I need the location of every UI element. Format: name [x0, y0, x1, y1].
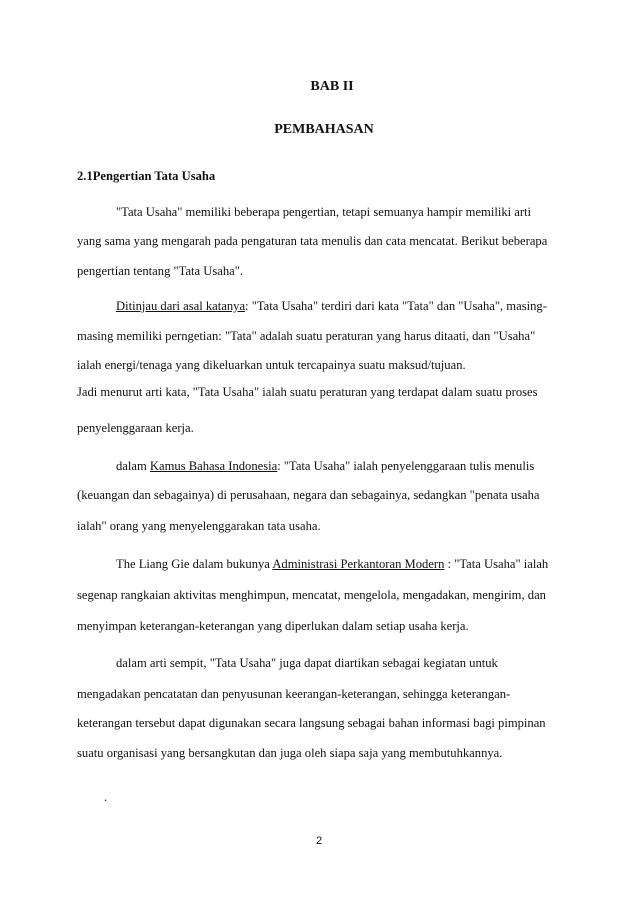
paragraph-5-line-3: keterangan tersebut dapat digunakan secara langsung sebagai bahan informasi bagi pimpinan: [77, 716, 546, 730]
paragraph-4-line-1-pre: The Liang Gie dalam bukunya: [116, 557, 273, 571]
source-reference-link: Administrasi Perkantoran Modern: [272, 557, 445, 571]
stray-dot: .: [104, 790, 108, 804]
paragraph-4-line-2: segenap rangkaian aktivitas menghimpun, mencatat, mengelola, mengadakan, mengirim, dan: [77, 588, 546, 602]
source-reference-link: Ditinjau dari asal katanya: [116, 299, 246, 313]
page-number: 2: [315, 835, 323, 847]
paragraph-4-line-1-text: : "Tata Usaha" ialah: [444, 557, 549, 571]
paragraph-2-line-5: penyelenggaraan kerja.: [77, 421, 194, 435]
paragraph-3-line-1-pre: dalam: [116, 459, 150, 473]
chapter-label: BAB II: [310, 79, 354, 94]
section-heading: 2.1Pengertian Tata Usaha: [77, 169, 216, 183]
paragraph-3-line-3: ialah" orang yang menyelenggarakan tata usaha.: [77, 519, 321, 533]
paragraph-3-line-1: [116, 458, 534, 474]
paragraph-2-line-2: masing memiliki perngetian: "Tata" adalah suatu peraturan yang harus ditaati, dan "Usaha": [77, 329, 536, 343]
paragraph-1-line-3: pengertian tentang "Tata Usaha".: [77, 264, 244, 278]
source-reference-link: Kamus Bahasa Indonesia: [149, 459, 278, 473]
paragraph-1-line-1: "Tata Usaha" memiliki beberapa pengertian, tetapi semuanya hampir memiliki arti: [116, 205, 532, 219]
paragraph-2-line-4: Jadi menurut arti kata, "Tata Usaha" ialah suatu peraturan yang terdapat dalam suatu proses: [77, 385, 538, 399]
paragraph-4-line-3: menyimpan keterangan-keterangan yang diperlukan dalam setiap usaha kerja.: [77, 619, 469, 633]
paragraph-3-line-2: (keuangan dan sebagainya) di perusahaan, negara dan sebagainya, sedangkan "penata usaha: [77, 488, 540, 502]
paragraph-3-line-1-text: : "Tata Usaha" ialah penyelenggaraan tulis menulis: [277, 459, 535, 473]
paragraph-2-line-1: [116, 298, 547, 314]
page-title: PEMBAHASAN: [274, 122, 374, 137]
paragraph-4-line-1: [116, 556, 548, 572]
paragraph-1-line-2: yang sama yang mengarah pada pengaturan tata menulis dan cata mencatat. Berikut beberapa: [77, 234, 548, 248]
paragraph-5-line-1: dalam arti sempit, "Tata Usaha" juga dapat diartikan sebagai kegiatan untuk: [116, 656, 498, 670]
paragraph-5-line-4: suatu organisasi yang bersangkutan dan juga oleh siapa saja yang membutuhkannya.: [77, 746, 503, 760]
paragraph-5-line-2: mengadakan pencatatan dan penyusunan keerangan-keterangan, sehingga keterangan-: [77, 687, 511, 701]
paragraph-2-line-1-text: : "Tata Usaha" terdiri dari kata "Tata" dan "Usaha", masing-: [245, 299, 547, 313]
paragraph-2-line-3: ialah energi/tenaga yang dikeluarkan untuk tercapainya suatu maksud/tujuan.: [77, 358, 466, 372]
